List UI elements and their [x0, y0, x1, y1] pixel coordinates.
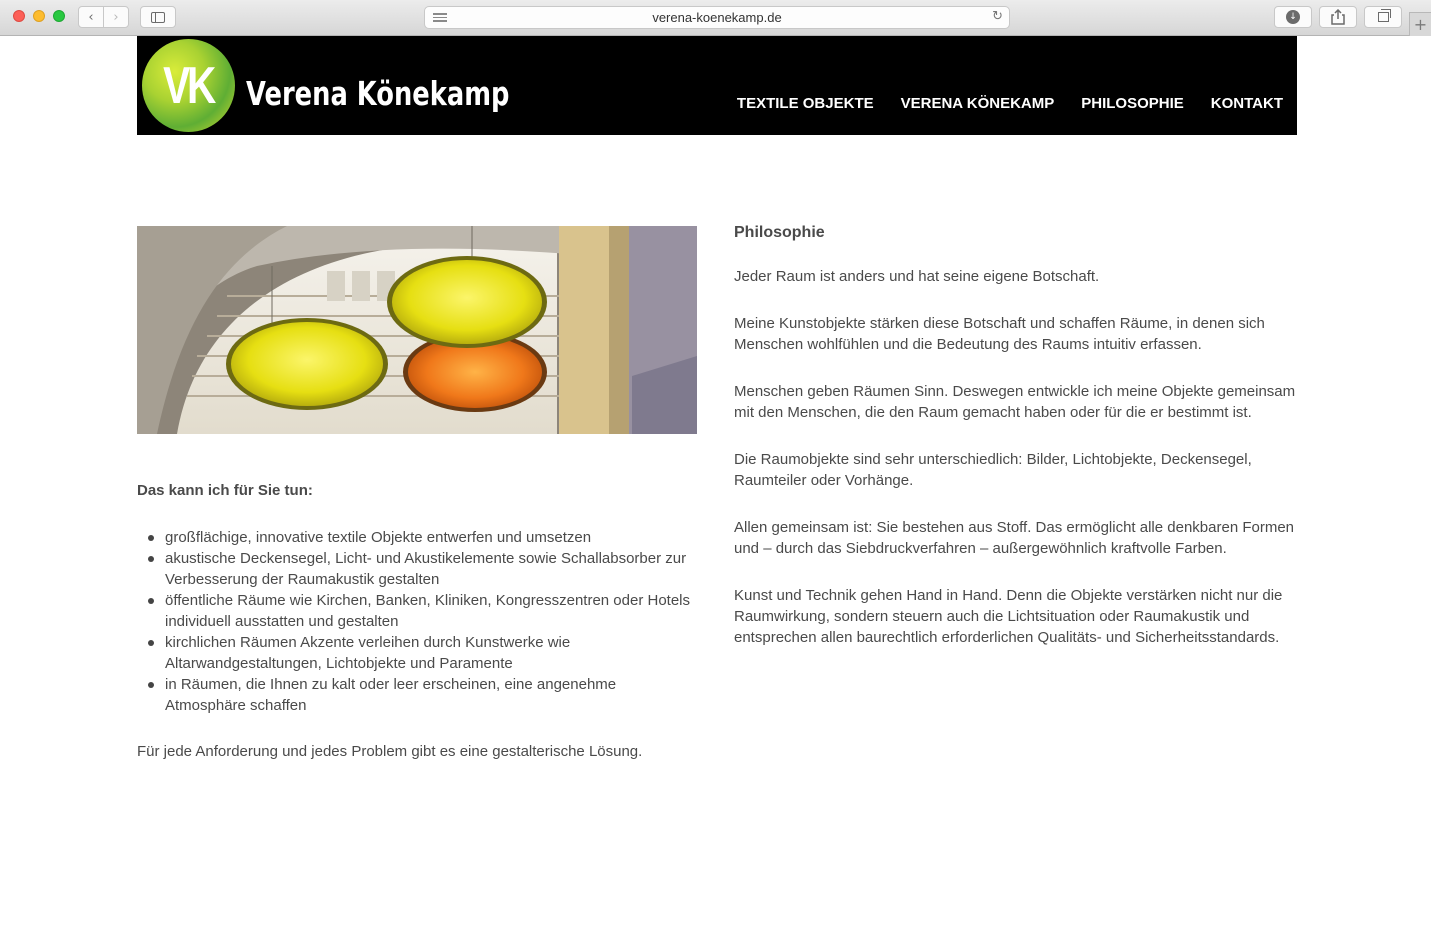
show-tabs-button[interactable]	[1364, 6, 1402, 28]
download-icon: ↓	[1286, 10, 1300, 24]
share-icon	[1331, 9, 1345, 25]
url-text: verena-koenekamp.de	[652, 10, 782, 25]
closing-text: Für jede Anforderung und jedes Problem gibt es eine gestalterische Lösung.	[137, 743, 643, 760]
services-heading: Das kann ich für Sie tun:	[137, 482, 313, 499]
services-list	[137, 527, 697, 716]
chevron-left-icon: ‹	[88, 9, 94, 25]
reader-icon[interactable]	[433, 13, 447, 23]
address-bar[interactable]	[424, 6, 1010, 29]
share-button[interactable]	[1319, 6, 1357, 28]
nav-kontakt[interactable]: KONTAKT	[1210, 95, 1283, 112]
chevron-right-icon: ›	[113, 9, 119, 25]
paragraph: Jeder Raum ist anders und hat seine eigene Botschaft.	[734, 268, 1100, 285]
forward-button[interactable]	[103, 6, 129, 28]
minimize-window-button[interactable]	[33, 10, 45, 22]
nav-verena-koenekamp[interactable]: VERENA KÖNEKAMP	[900, 95, 1055, 112]
philosophy-section	[734, 222, 1300, 648]
browser-toolbar	[0, 0, 1431, 36]
list-item: akustische Deckensegel, Licht- und Akustikelemente sowie Schallabsorber zur Verbesserung der Raumakustik gestalten	[137, 548, 697, 590]
list-item: kirchlichen Räumen Akzente verleihen durch Kunstwerke wie Altarwandgestaltungen, Lichtobjekte und Paramente	[137, 632, 697, 674]
close-window-button[interactable]	[13, 10, 25, 22]
page-title: Philosophie	[734, 224, 825, 241]
logo-initials: VK	[163, 56, 214, 115]
nav-textile-objekte[interactable]: TEXTILE OBJEKTE	[736, 95, 874, 112]
paragraph: Kunst und Technik gehen Hand in Hand. Denn die Objekte verstärken nicht nur die Raumwirkung, sondern steuern auch die Lichtsituation oder Raumakustik und entsprechen allen baurechtlich erforderlichen Qualitäts- und Sicherheitsstandards.	[734, 587, 1283, 646]
downloads-button[interactable]	[1274, 6, 1312, 28]
paragraph: Allen gemeinsam ist: Sie bestehen aus Stoff. Das ermöglicht alle denkbaren Formen und – durch das Siebdruckverfahren – außergewöhnlich kraftvolle Farben.	[734, 519, 1295, 557]
nav-philosophie[interactable]: PHILOSOPHIE	[1081, 95, 1184, 112]
plus-icon: +	[1413, 15, 1428, 34]
paragraph: Menschen geben Räumen Sinn. Deswegen entwickle ich meine Objekte gemeinsam mit den Menschen, die den Raum gemacht haben oder für die er bestimmt ist.	[734, 383, 1296, 421]
paragraph: Meine Kunstobjekte stärken diese Botschaft und schaffen Räume, in denen sich Menschen wohlfühlen und die Bedeutung des Raums intuitiv erfassen.	[734, 315, 1265, 353]
show-sidebar-button[interactable]	[140, 6, 176, 28]
back-button[interactable]	[78, 6, 104, 28]
logo[interactable]	[142, 39, 235, 132]
services-section	[137, 480, 697, 762]
new-tab-button[interactable]	[1409, 12, 1431, 36]
zoom-window-button[interactable]	[53, 10, 65, 22]
list-item: großflächige, innovative textile Objekte entwerfen und umsetzen	[137, 527, 697, 548]
hero-photo-light-objects	[137, 226, 697, 434]
tabs-icon	[1378, 12, 1389, 22]
main-navigation	[737, 95, 1283, 112]
sidebar-icon	[151, 12, 165, 23]
list-item: öffentliche Räume wie Kirchen, Banken, Kliniken, Kongresszentren oder Hotels individuell ausstatten und gestalten	[137, 590, 697, 632]
site-title[interactable]: Verena Könekamp	[246, 74, 510, 113]
reload-icon[interactable]: ↻	[992, 9, 1003, 24]
list-item: in Räumen, die Ihnen zu kalt oder leer erscheinen, eine angenehme Atmosphäre schaffen	[137, 674, 697, 716]
site-header	[137, 36, 1297, 135]
paragraph: Die Raumobjekte sind sehr unterschiedlich: Bilder, Lichtobjekte, Deckensegel, Raumteiler oder Vorhänge.	[734, 451, 1252, 489]
